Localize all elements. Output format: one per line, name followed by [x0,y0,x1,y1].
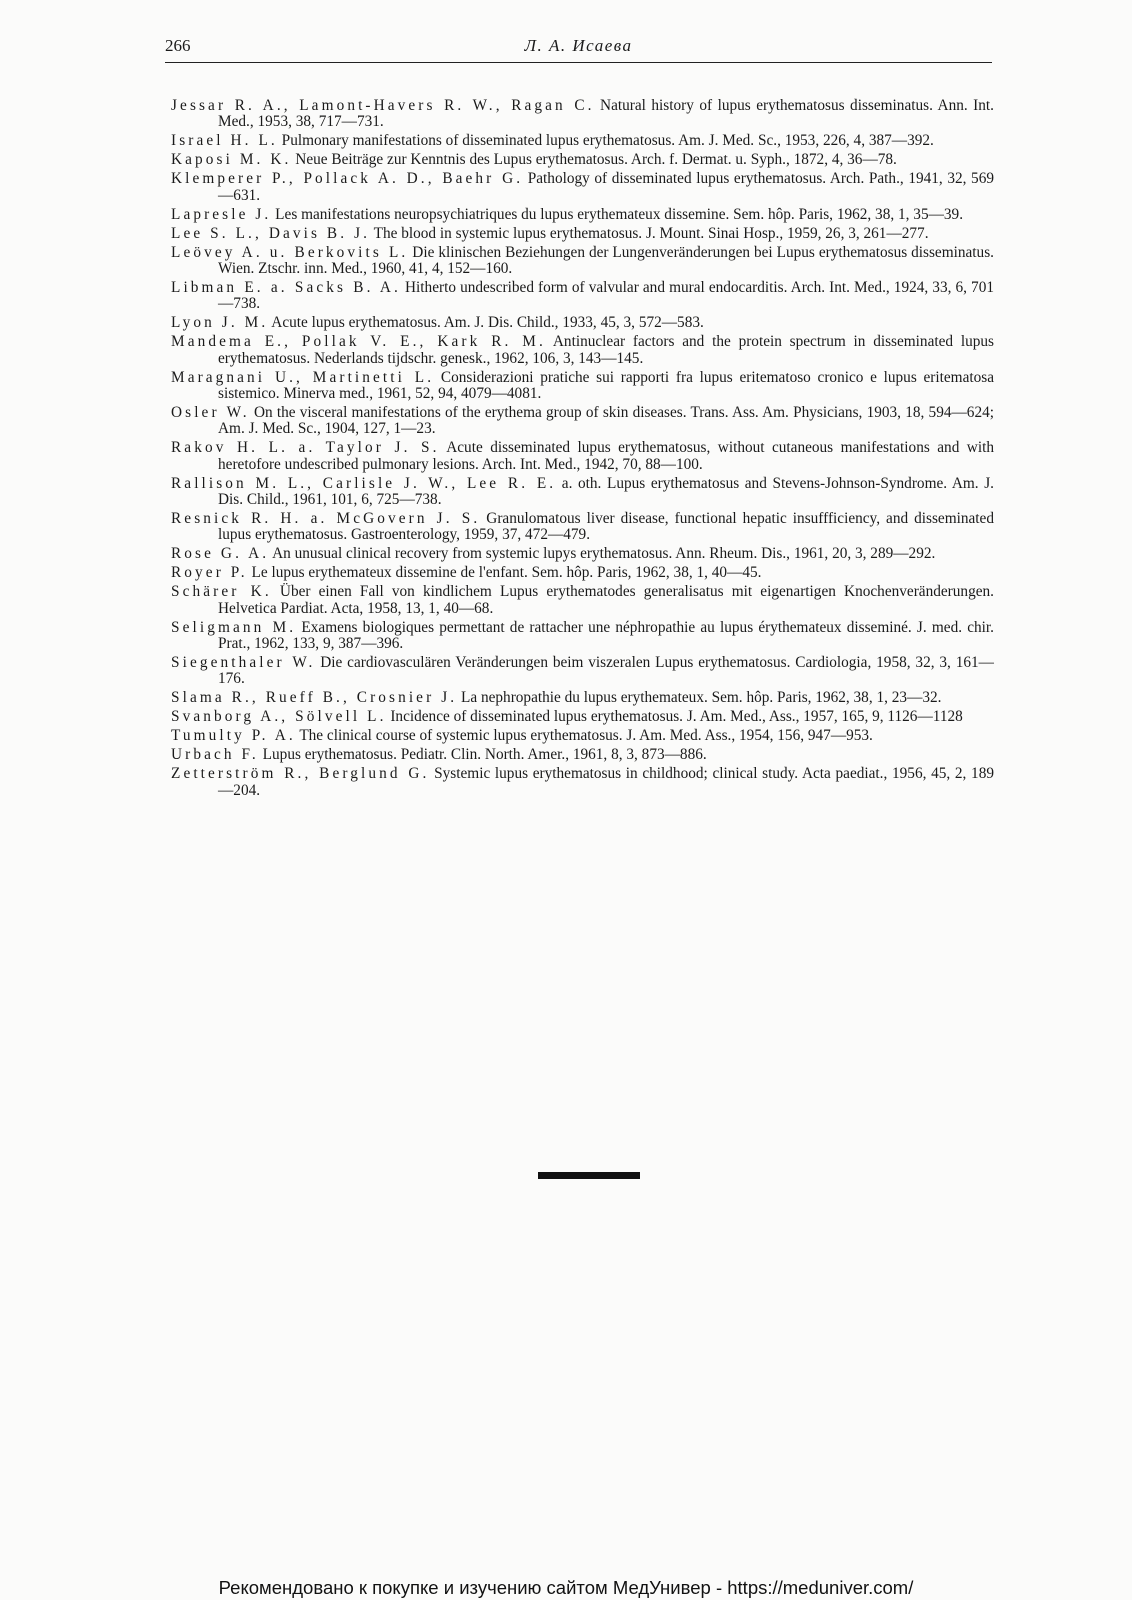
reference-text: The clinical course of systemic lupus erythematosus. J. Am. Med. Ass., 1954, 156, 947—953. [295,727,873,745]
reference-authors: Jessar R. A., Lamont-Havers R. W., Ragan C. [171,97,595,114]
reference-text: Die klinischen Beziehungen der Lungenveränderungen bei Lupus erythematosus disseminatus. Wien. Ztschr. inn. Med., 1960, 41, 4, 152—160. [218,243,994,277]
reference-text: Le lupus erythemateux dissemine de l'enfant. Sem. hôp. Paris, 1962, 38, 1, 40—45. [247,564,762,582]
reference-entry [171,315,994,331]
reference-text: Neue Beiträge zur Kenntnis des Lupus erythematosus. Arch. f. Dermat. u. Syph., 1872, 4, 36—78. [291,151,897,169]
page-header [165,36,992,63]
reference-entry [171,476,994,509]
reference-text: Lupus erythematosus. Pediatr. Clin. North. Amer., 1961, 8, 3, 873—886. [258,746,707,764]
reference-entry [171,728,994,744]
reference-authors: Lee S. L., Davis B. J. [171,224,371,242]
reference-entry [171,133,994,149]
reference-text: Systemic lupus erythematosus in childhood; clinical study. Acta paediat., 1956, 45, 2, 189—204. [218,765,994,799]
reference-entry [171,171,994,204]
reference-entry [171,207,994,223]
reference-authors: Mandema E., Pollak V. E., Kark R. M. [171,333,546,351]
reference-authors: Schärer K. [171,583,272,601]
reference-entry [171,152,994,168]
reference-entry [171,280,994,313]
footer-watermark: Рекомендовано к покупке и изучению сайтом МедУнивер - https://meduniver.com/ [218,1577,914,1598]
reference-entry [171,98,994,131]
reference-text: The blood in systemic lupus erythematosus. J. Mount. Sinai Hosp., 1959, 26, 3, 261—277. [370,224,929,242]
reference-authors: Seligmann M. [171,618,297,636]
reference-authors: Lapresle J. [171,205,272,223]
reference-entry [171,690,994,706]
reference-text: Antinuclear factors and the protein spectrum in disseminated lupus erythematosus. Nederlands tijdschr. genesk., 1962, 106, 3, 143—145. [218,333,994,367]
reference-authors: Rose G. A. [171,545,270,563]
reference-text: Considerazioni pratiche sui rapporti fra lupus eritematoso cronico e lupus eritematosa sistemico. Minerva med., 1961, 52, 94, 4079—4081. [218,368,994,402]
reference-text: Granulomatous liver disease, functional hepatic insuffficiency, and disseminated lupus erythematosus. Gastroenterology, 1959, 37, 472—479. [218,510,994,544]
reference-entry [171,766,994,799]
reference-text: La nephropathie du lupus erythemateux. Sem. hôp. Paris, 1962, 38, 1, 23—32. [457,689,942,707]
reference-authors: Lyon J. M. [171,314,269,332]
reference-entry [171,440,994,473]
reference-text: Les manifestations neuropsychiatriques du lupus erythemateux dissemine. Sem. hôp. Paris, 1962, 38, 1, 35—39. [271,205,964,223]
reference-authors: Slama R., Rueff B., Crosnier J. [171,689,458,707]
reference-authors: Royer P. [171,564,248,582]
reference-authors: Klemperer P., Pollack A. D., Baehr G. [171,170,524,188]
page-number: 266 [165,36,191,55]
reference-authors: Israel H. L. [171,132,278,150]
reference-entry [171,511,994,544]
reference-text: Examens biologiques permettant de rattacher une néphropathie au lupus érythemateux disseminé. J. med. chir. Prat., 1962, 133, 9, 387—396. [218,618,994,653]
reference-entry [171,655,994,688]
reference-text: Incidence of disseminated lupus erythematosus. J. Am. Med., Ass., 1957, 165, 9, 1126—1128 [386,708,963,726]
reference-entry [171,747,994,763]
reference-entry [171,584,994,617]
reference-authors: Leövey A. u. Berkovits L. [171,243,409,261]
reference-entry [171,620,994,653]
running-title: Л. А. Исаева [524,36,633,55]
reference-entry [171,546,994,562]
reference-entry [171,565,994,581]
reference-text: Acute disseminated lupus erythematosus, without cutaneous manifestations and with heretofore undescribed pulmonary lesions. Arch. Int. Med., 1942, 70, 88—100. [218,439,995,473]
reference-list [171,98,994,802]
reference-entry [171,370,994,403]
reference-authors: Tumulty P. A. [171,727,296,745]
reference-authors: Maragnani U., Martinetti L. [171,368,435,386]
reference-authors: Kaposi M. K. [171,151,292,169]
reference-authors: Osler W. [171,403,250,421]
reference-text: a. oth. Lupus erythematosus and Stevens-Johnson-Syndrome. Am. J. Dis. Child., 1961, 101, 6, 725—738. [218,474,994,509]
reference-authors: Urbach F. [171,746,259,764]
reference-entry [171,245,994,278]
reference-text: Pulmonary manifestations of disseminated lupus erythematosus. Am. J. Med. Sc., 1953, 226, 4, 387—392. [277,132,934,150]
reference-entry [171,709,994,725]
reference-text: An unusual clinical recovery from systemic lupys erythematosus. Ann. Rheum. Dis., 1961, 20, 3, 289—292. [269,545,936,563]
reference-text: Acute lupus erythematosus. Am. J. Dis. Child., 1933, 45, 3, 572—583. [268,314,704,332]
reference-entry [171,334,994,367]
reference-text: Hitherto undescribed form of valvular and mural endocarditis. Arch. Int. Med., 1924, 33, 6, 701—738. [218,278,995,313]
reference-authors: Siegenthaler W. [171,653,316,671]
reference-authors: Zetterström R., Berglund G. [171,765,430,783]
reference-authors: Resnick R. H. a. McGovern J. S. [171,510,481,527]
reference-text: Natural history of lupus erythematosus disseminatus. Ann. Int. Med., 1953, 38, 717—731. [218,97,994,131]
reference-authors: Svanborg A., Sölvell L. [171,708,387,726]
reference-authors: Rallison M. L., Carlisle J. W., Lee R. E. [171,474,557,492]
reference-text: Die cardiovasculären Veränderungen beim viszeralen Lupus erythematosus. Cardiologia, 1958, 32, 3, 161—176. [218,653,994,688]
reference-text: On the visceral manifestations of the erythema group of skin diseases. Trans. Ass. Am. Physicians, 1903, 18, 594—624; Am. J. Med. Sc., 1904, 127, 1—23. [218,403,994,438]
reference-text: Pathology of disseminated lupus erythematosus. Arch. Path., 1941, 32, 569—631. [218,170,994,204]
end-of-chapter-rule [538,1172,640,1178]
reference-text: Über einen Fall von kindlichem Lupus erythematodes generalisatus mit eigenartigen Knochenveränderungen. Helvetica Pardiat. Acta, 1958, 13, 1, 40—68. [218,583,994,617]
reference-authors: Libman E. a. Sacks B. A. [171,278,401,296]
reference-authors: Rakov H. L. a. Taylor J. S. [171,439,440,457]
reference-entry [171,226,994,242]
reference-entry [171,405,994,438]
